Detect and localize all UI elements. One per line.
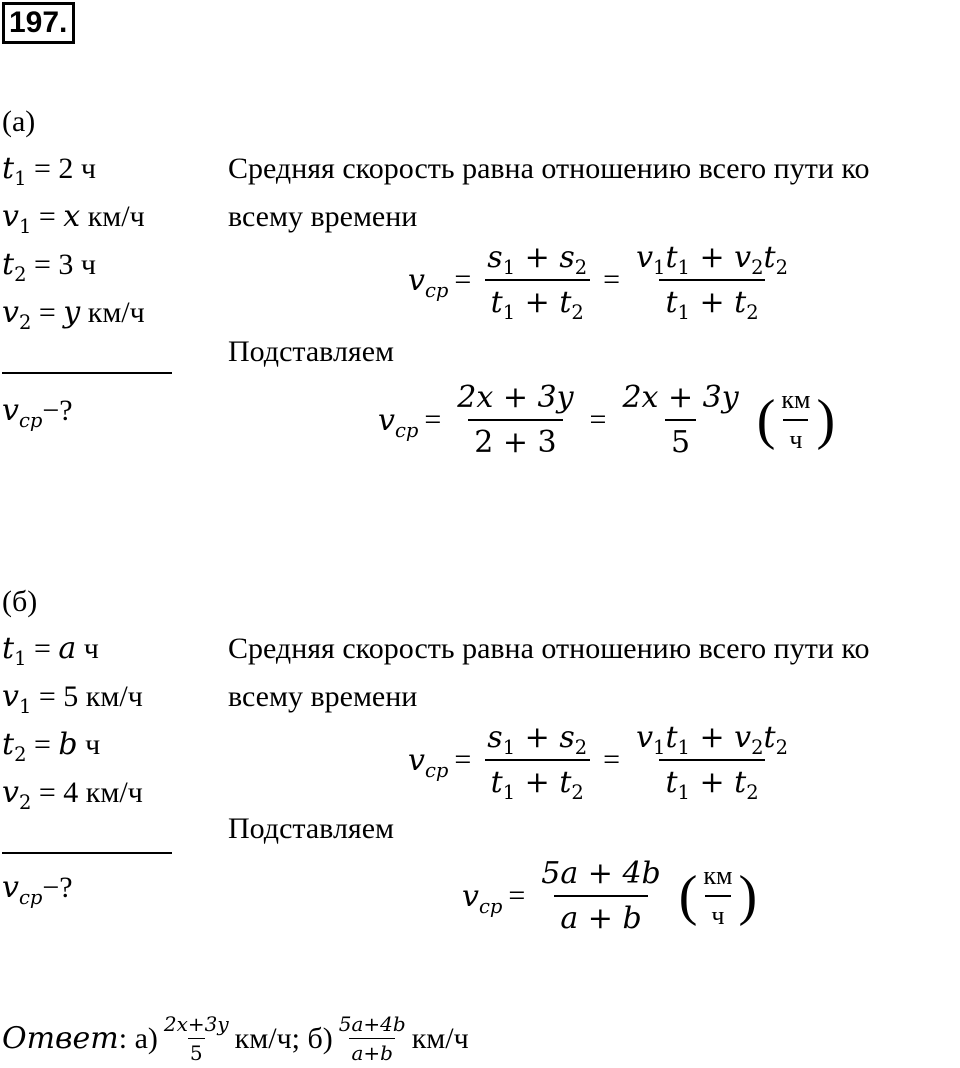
answer-b-fraction: $\frac{5a+4b}{a+b}$ [338,1012,406,1065]
answer-a-prefix: а) [134,1021,158,1055]
explanation-a-line1: Средняя скорость равна отношению всего пути ко [228,152,870,185]
formula-a: $v_{cp}$ = $\frac{s_1 + s_2}{t_1 + t_2}$ = $\frac{v_1t_1 + v_2t_2}{t_1 + t_2}$ [408,240,789,324]
explanation-a-line2: всему времени [228,200,418,233]
substitute-label-b: Подставляем [228,812,395,845]
part-a-label: (а) [2,105,36,138]
given-divider-a [2,372,172,374]
given-b-t2: $t_2 = b$ ч [2,727,101,766]
find-b: $v_{cp}-$? [2,870,73,909]
answer-line: Ответ : а) $\frac{2x+3y}{5}$ км/ч; б) $\frac{5a+4b}{a+b}$ км/ч [2,1012,469,1065]
formula-b: $v_{cp}$ = $\frac{s_1 + s_2}{t_1 + t_2}$ = $\frac{v_1t_1 + v_2t_2}{t_1 + t_2}$ [408,720,789,804]
problem-number: 197. [2,2,75,44]
substitution-a: $v_{cp}$ = $\frac{2x + 3y}{2 + 3}$ = $\frac{2x + 3y}{5}$ ( $\frac{км}{ч}$ ) [378,380,836,460]
given-a-v2: $v_2 = y$ км/ч [2,295,145,334]
explanation-b-line1: Средняя скорость равна отношению всего пути ко [228,632,870,665]
answer-label: Ответ [2,1021,119,1056]
given-b-v2: $v_2 = 4$ км/ч [2,775,143,814]
explanation-b-line2: всему времени [228,680,418,713]
given-b-v1: $v_1 = 5$ км/ч [2,679,143,718]
substitution-b: $v_{cp}$ = $\frac{5a + 4b}{a + b}$ ( $\frac{км}{ч}$ ) [462,856,758,936]
answer-b-prefix: б) [307,1021,333,1055]
answer-a-fraction: $\frac{2x+3y}{5}$ [163,1012,229,1065]
find-a: $v_{cp}-$? [2,393,73,432]
answer-b-unit: км/ч [411,1021,469,1055]
given-a-t1: $t_1 = 2$ ч [2,151,96,190]
part-b-label: (б) [2,585,38,618]
given-a-t2: $t_2 = 3$ ч [2,247,96,286]
answer-a-unit: км/ч; [234,1021,300,1055]
given-divider-b [2,852,172,854]
given-b-t1: $t_1 = a$ ч [2,631,99,670]
given-a-v1: $v_1 = x$ км/ч [2,199,145,238]
substitute-label-a: Подставляем [228,335,395,368]
